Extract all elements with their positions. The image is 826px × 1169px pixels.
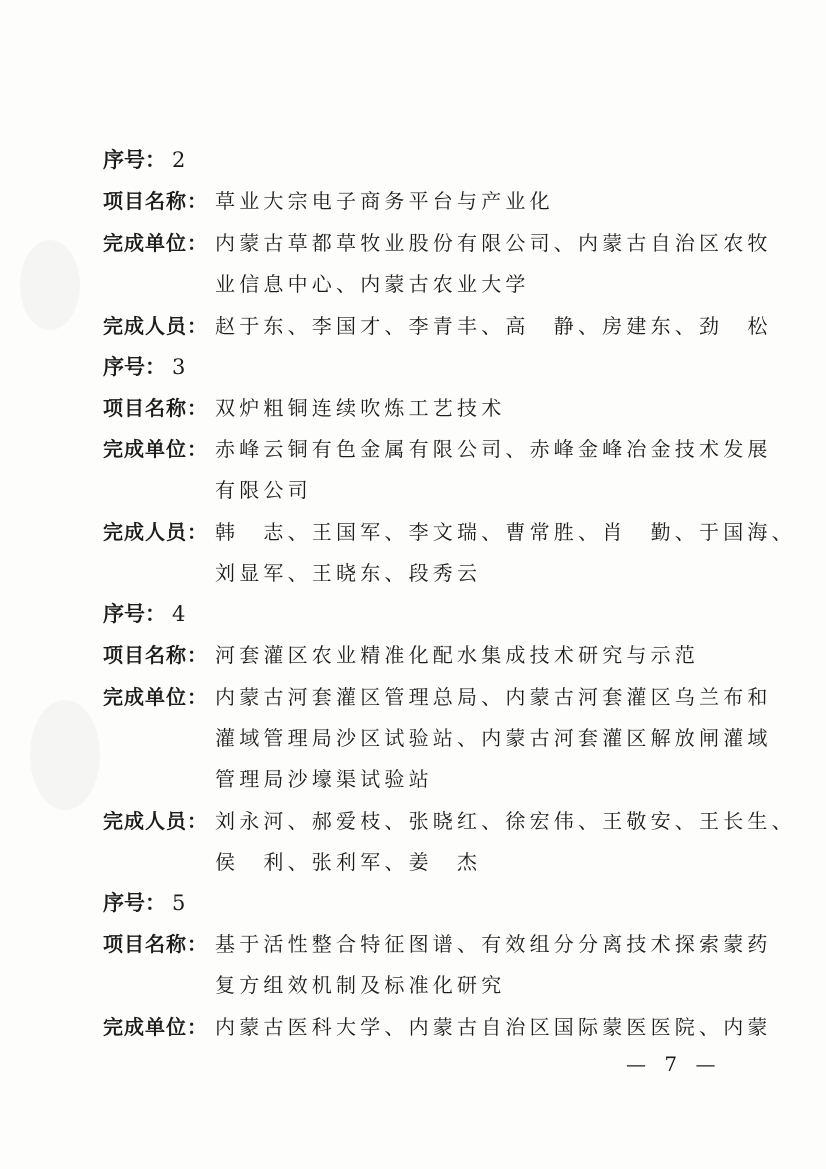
page-number: — 7 —	[626, 1052, 722, 1076]
document-page: 序号： 2 项目名称： 草业大宗电子商务平台与产业化 完成单位： 内蒙古草都草牧业股份有限公司、内蒙古自治区农牧 业信息中心、内蒙古农业大学 完成人员： 赵于东、李国才、李青丰、高 静、房建东、劲 松 序号： 3 项目名称： 双炉粗铜连续吹炼工艺技术 完成单位： 赤峰云铜有色金属有限公司、赤峰金峰冶金技术发展 有限公司 完成人员： 韩 志、王国军、李文瑞、曹常胜、肖 勤、于国海、 刘显军、王晓东、段秀云 序号： 4 项目名称： 河套灌区农业精准化配水集成技术研究与示范 完成单位： 内蒙古河套灌区管理总局、内蒙古河套灌区乌兰布和 灌域管理局沙区试验站、内蒙古河套灌区解放闸灌域 管理局沙壕渠试验站 完成人员： 刘永河、郝爱枝、张晓红、徐宏伟、王敬安、王长生、 侯 利、张利军、姜 杰 序号： 5 项目名称： 基于活性整合特征图谱、有效组分分离技术探索蒙药 复方组效机制及标准化研究 完成单位： 内蒙古医科大学、内蒙古自治区国际蒙医医院、内蒙 — 7 —	[0, 0, 826, 1169]
scan-smudge	[20, 240, 80, 330]
scan-smudge	[30, 700, 100, 810]
